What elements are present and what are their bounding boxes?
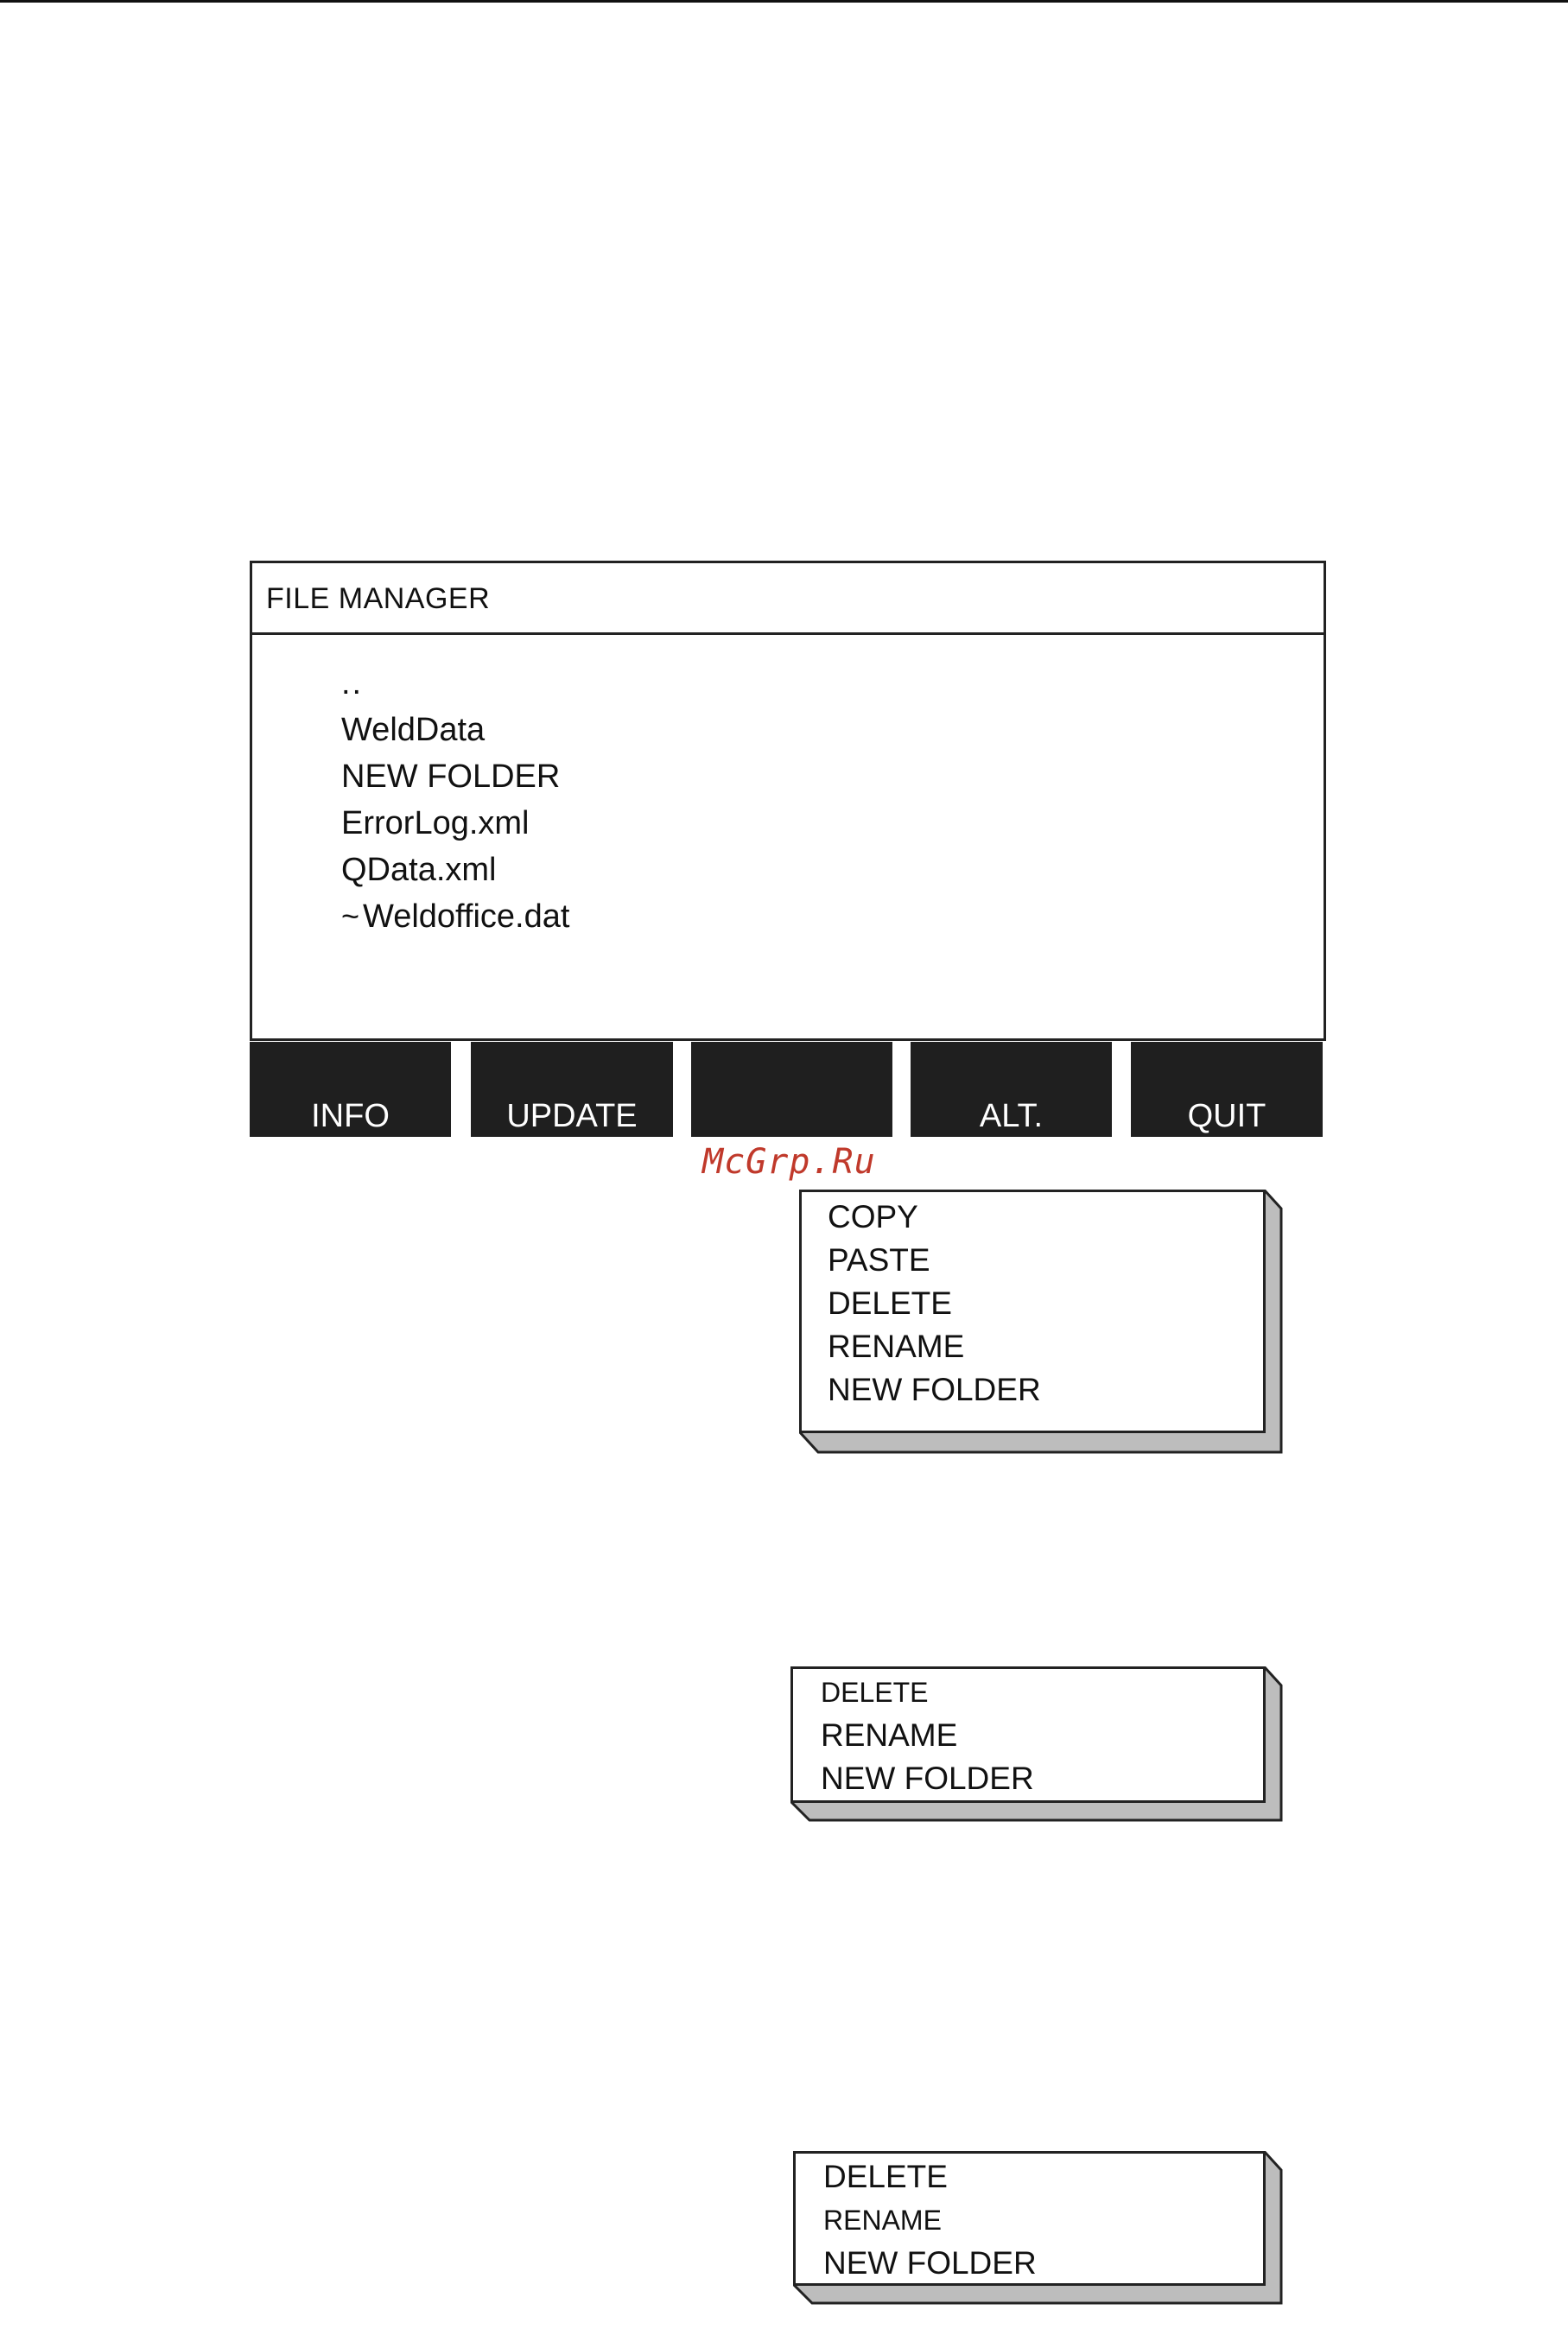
menu-item-new-folder[interactable]: NEW FOLDER bbox=[828, 1372, 1041, 1407]
page-title: FILE MANAGER bbox=[266, 582, 491, 615]
alt-menu-delete bbox=[790, 1666, 1283, 1822]
popup-face bbox=[799, 1190, 1266, 1433]
softkey-bar bbox=[250, 1042, 1323, 1137]
list-item-file-qdata[interactable]: QData.xml bbox=[341, 852, 497, 888]
menu-item-new-folder[interactable]: NEW FOLDER bbox=[823, 2245, 1037, 2281]
menu-item-delete[interactable]: DELETE bbox=[823, 2159, 948, 2194]
menu-item-rename[interactable]: RENAME bbox=[828, 1329, 965, 1364]
alt-menu-rename bbox=[793, 2151, 1283, 2305]
list-item-parent-directory[interactable]: .. bbox=[341, 665, 364, 701]
quit-button[interactable] bbox=[1131, 1042, 1323, 1137]
info-button-label: INFO bbox=[311, 1098, 390, 1134]
menu-item-delete[interactable]: DELETE bbox=[828, 1285, 952, 1321]
popup-face bbox=[790, 1666, 1266, 1803]
menu-item-new-folder[interactable]: NEW FOLDER bbox=[821, 1761, 1034, 1796]
blank-softkey[interactable] bbox=[691, 1042, 892, 1137]
watermark: McGrp.Ru bbox=[702, 1142, 876, 1182]
popup-face bbox=[793, 2151, 1266, 2286]
list-item-file-weldoffice[interactable] bbox=[341, 893, 569, 940]
file-list bbox=[341, 660, 569, 940]
update-button-label: UPDATE bbox=[506, 1098, 638, 1134]
menu-item-rename[interactable]: RENAME bbox=[821, 1717, 958, 1753]
alt-button[interactable] bbox=[911, 1042, 1112, 1137]
top-rule bbox=[0, 0, 1568, 3]
file-manager-window bbox=[250, 561, 1326, 1041]
temp-file-prefix: ~ bbox=[341, 898, 360, 934]
info-button[interactable] bbox=[250, 1042, 451, 1137]
menu-item-delete[interactable]: DELETE bbox=[821, 1677, 929, 1708]
list-item-folder-new-folder[interactable]: NEW FOLDER bbox=[341, 758, 561, 795]
alt-button-label: ALT. bbox=[979, 1098, 1044, 1134]
quit-button-label: QUIT bbox=[1187, 1098, 1266, 1134]
title-bar bbox=[252, 563, 1324, 635]
menu-item-paste[interactable]: PASTE bbox=[828, 1242, 930, 1278]
list-item-label: Weldoffice.dat bbox=[363, 898, 570, 935]
alt-menu-full bbox=[799, 1190, 1283, 1454]
menu-item-rename[interactable]: RENAME bbox=[823, 2205, 942, 2236]
update-button[interactable] bbox=[471, 1042, 673, 1137]
list-item-file-errorlog[interactable]: ErrorLog.xml bbox=[341, 805, 530, 841]
menu-item-copy[interactable]: COPY bbox=[828, 1199, 918, 1234]
list-item-folder-welddata[interactable]: WeldData bbox=[341, 712, 486, 748]
